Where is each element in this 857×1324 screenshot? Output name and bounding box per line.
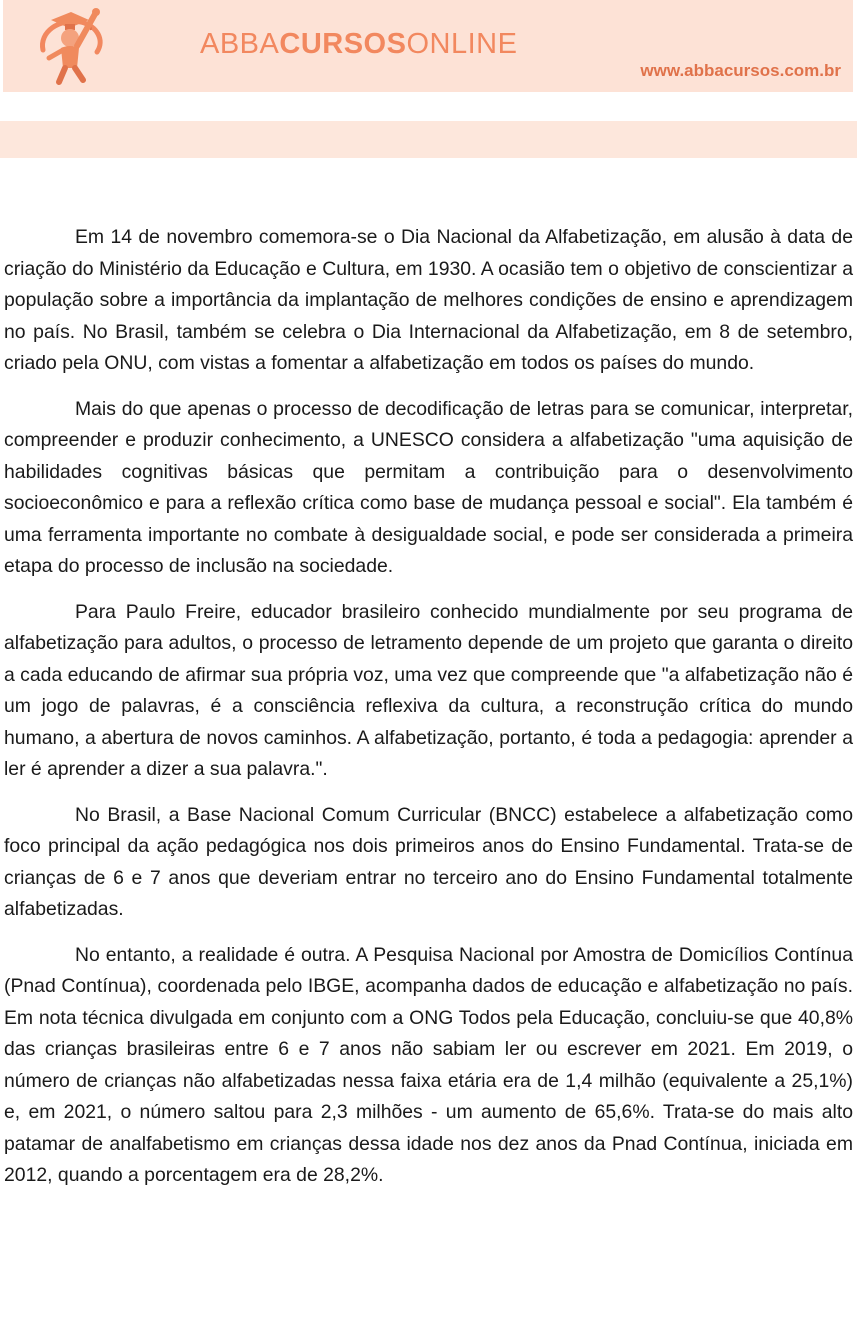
paragraph-3: Para Paulo Freire, educador brasileiro conhecido mundialmente por seu programa de alfabetização para adultos, o processo de letramento depende de um projeto que garanta o direito a cada educando de afirmar sua própria voz, uma vez que compreende que "a alfabetização não é um jogo de palavras, é a consciência reflexiva da cultura, a reconstrução crítica do mundo humano, a abertura de novos caminhos. A alfabetização, portanto, é toda a pedagogia: aprender a ler é aprender a dizer a sua palavra.". (4, 600, 853, 780)
title-band (0, 121, 857, 158)
paragraph-5: No entanto, a realidade é outra. A Pesquisa Nacional por Amostra de Domicílios Contínua (Pnad Contínua), coordenada pelo IBGE, acompanha dados de educação e alfabetização no país. Em nota técnica divulgada em conjunto com a ONG Todos pela Educação, concluiu-se que 40,8% das crianças brasileiras entre 6 e 7 anos não sabiam ler ou escrever em 2021. Em 2019, o número de crianças não alfabetizadas nessa faixa etária era de 1,4 milhão (equivalente a 25,1%) e, em 2021, o número saltou para 2,3 milhões - um aumento de 65,6%. Trata-se do mais alto patamar de analfabetismo em crianças dessa idade nos dez anos da Pnad Contínua, iniciada em 2012, quando a porcentagem era de 28,2%. (4, 943, 853, 1186)
header-band (3, 0, 853, 92)
paragraph-1: Em 14 de novembro comemora-se o Dia Nacional da Alfabetização, em alusão à data de criação do Ministério da Educação e Cultura, em 1930. A ocasião tem o objetivo de conscientizar a população sobre a importância da implantação de melhores condições de ensino e aprendizagem no país. No Brasil, também se celebra o Dia Internacional da Alfabetização, em 8 de setembro, criado pela ONU, com vistas a fomentar a alfabetização em todos os países do mundo. (4, 226, 853, 374)
paragraph-4: No Brasil, a Base Nacional Comum Curricular (BNCC) estabelece a alfabetização como foco principal da ação pedagógica nos dois primeiros anos do Ensino Fundamental. Trata-se de crianças de 6 e 7 anos que deveriam entrar no terceiro ano do Ensino Fundamental totalmente alfabetizadas. (4, 803, 853, 920)
website-url: www.abbacursos.com.br (640, 61, 841, 80)
graduate-mascot-icon (37, 6, 109, 86)
paragraph-2: Mais do que apenas o processo de decodificação de letras para se comunicar, interpretar, compreender e produzir conhecimento, a UNESCO considera a alfabetização "uma aquisição de habilidades cognitivas básicas que permitam a contribuição para o desenvolvimento socioeconômico e para a reflexão crítica como base de mudança pessoal e social". Ela também é uma ferramenta importante no combate à desigualdade social, e pode ser considerada a primeira etapa do processo de inclusão na sociedade. (4, 397, 853, 577)
article-body (4, 222, 853, 1206)
brand-part-cursos: CURSOS (279, 28, 407, 60)
brand-part-abba: ABBA (200, 28, 280, 60)
brand-wordmark (200, 28, 517, 61)
brand-part-online: ONLINE (406, 28, 518, 60)
